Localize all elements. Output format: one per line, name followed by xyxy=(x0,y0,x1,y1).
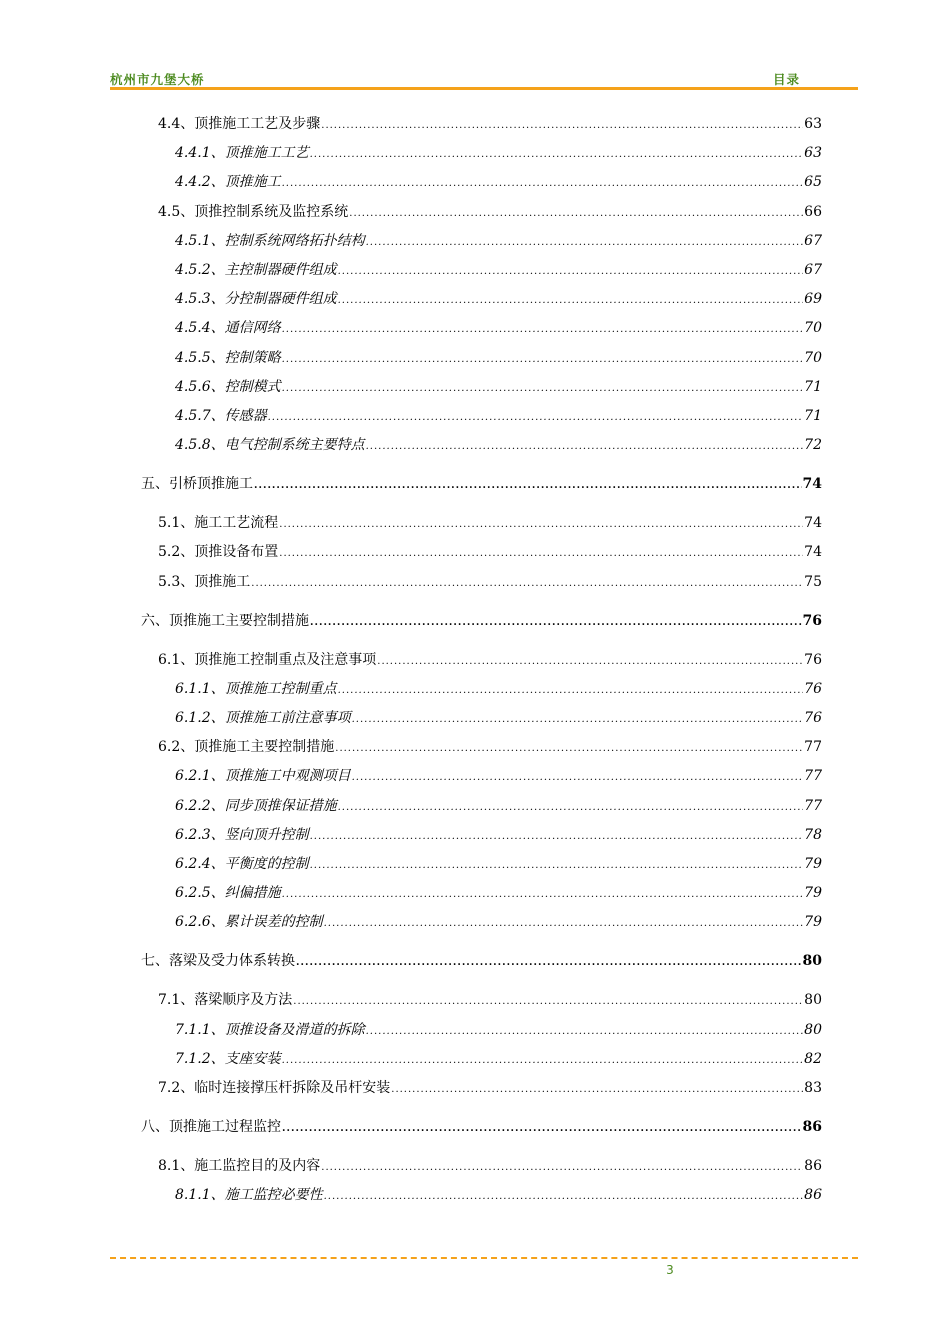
toc-entry-title: 4.5.6、控制模式 xyxy=(175,378,281,395)
toc-entry-title: 6.2.6、累计误差的控制 xyxy=(175,914,323,931)
toc-entry-title: 4.5.8、电气控制系统主要特点 xyxy=(175,437,365,454)
toc-leader-dots xyxy=(366,234,804,252)
toc-leader-dots xyxy=(321,1159,803,1177)
toc-leader-dots xyxy=(335,740,803,758)
toc-entry-page: 76 xyxy=(804,651,822,668)
toc-entry-title: 6.2.1、顶推施工中观测项目 xyxy=(175,768,351,785)
toc-entry[interactable] xyxy=(175,709,822,729)
toc-entry-page: 74 xyxy=(802,476,822,493)
toc-entry[interactable] xyxy=(175,855,822,875)
toc-entry-title: 6.2.5、纠偏措施 xyxy=(175,885,281,902)
toc-entry-page: 79 xyxy=(804,914,822,931)
toc-entry[interactable] xyxy=(158,1079,822,1099)
toc-leader-dots xyxy=(324,915,804,933)
toc-leader-dots xyxy=(282,351,804,369)
toc-entry-title: 8.1.1、施工监控必要性 xyxy=(175,1187,323,1204)
toc-entry-page: 67 xyxy=(804,262,822,278)
toc-leader-dots xyxy=(282,1052,804,1070)
toc-entry-page: 65 xyxy=(804,174,822,191)
toc-leader-dots xyxy=(254,477,802,495)
toc-leader-dots xyxy=(391,1081,803,1099)
toc-entry[interactable] xyxy=(175,232,822,252)
toc-entry-title: 5.1、施工工艺流程 xyxy=(158,515,279,532)
toc-entry[interactable] xyxy=(158,651,822,671)
toc-leader-dots xyxy=(338,799,804,817)
toc-entry-page: 83 xyxy=(804,1080,822,1096)
toc-entry-title: 7.1、落梁顺序及方法 xyxy=(158,992,293,1009)
toc-leader-dots xyxy=(282,321,804,339)
toc-entry[interactable] xyxy=(158,573,822,593)
toc-entry-page: 72 xyxy=(804,437,822,454)
toc-entry-title: 6.2.4、平衡度的控制 xyxy=(175,856,309,872)
toc-entry-title: 5.2、顶推设备布置 xyxy=(158,544,279,561)
toc-leader-dots xyxy=(282,1120,802,1138)
toc-entry-page: 71 xyxy=(804,378,822,395)
toc-leader-dots xyxy=(279,516,803,534)
toc-entry-page: 63 xyxy=(804,145,822,162)
toc-leader-dots xyxy=(310,828,804,846)
toc-entry[interactable] xyxy=(158,514,822,534)
toc-entry[interactable] xyxy=(175,144,822,164)
toc-entry[interactable] xyxy=(175,290,822,310)
toc-entry[interactable] xyxy=(175,680,822,700)
page-number: 3 xyxy=(666,1263,674,1277)
toc-entry-title: 4.4、顶推施工工艺及步骤 xyxy=(158,116,321,132)
toc-entry-title: 4.5.5、控制策略 xyxy=(175,349,281,366)
toc-entry-title: 4.5.3、分控制器硬件组成 xyxy=(175,291,337,308)
toc-entry-page: 76 xyxy=(802,612,822,629)
toc-entry[interactable] xyxy=(158,115,822,135)
toc-entry-page: 77 xyxy=(804,768,822,785)
toc-leader-dots xyxy=(310,614,802,632)
toc-entry-page: 74 xyxy=(804,515,822,532)
toc-entry-page: 86 xyxy=(802,1119,822,1135)
toc-leader-dots xyxy=(349,205,803,223)
toc-leader-dots xyxy=(282,175,804,193)
toc-entry[interactable] xyxy=(158,738,822,758)
toc-entry-page: 76 xyxy=(804,710,822,726)
toc-leader-dots xyxy=(352,711,804,729)
toc-leader-dots xyxy=(310,146,804,164)
toc-leader-dots xyxy=(324,1188,804,1206)
toc-leader-dots xyxy=(366,1023,804,1041)
toc-entry-title: 6.1、顶推施工控制重点及注意事项 xyxy=(158,651,377,668)
toc-entry-page: 79 xyxy=(804,885,822,902)
toc-entry-title: 六、顶推施工主要控制措施 xyxy=(141,612,309,629)
toc-entry-title: 4.4.2、顶推施工 xyxy=(175,174,281,191)
toc-entry-title: 6.2.3、竖向顶升控制 xyxy=(175,826,309,843)
toc-entry-title: 4.5.2、主控制器硬件组成 xyxy=(175,262,337,278)
toc-leader-dots xyxy=(251,575,803,593)
toc-entry-title: 7.2、临时连接撑压杆拆除及吊杆安装 xyxy=(158,1080,391,1096)
toc-entry-title: 6.2、顶推施工主要控制措施 xyxy=(158,739,335,756)
toc-entry-page: 76 xyxy=(804,680,822,697)
toc-entry[interactable] xyxy=(175,1186,822,1206)
toc-entry-title: 4.4.1、顶推施工工艺 xyxy=(175,145,309,162)
toc-entry[interactable] xyxy=(175,767,822,787)
toc-entry[interactable] xyxy=(175,436,822,456)
toc-entry[interactable] xyxy=(175,261,822,281)
toc-entry[interactable] xyxy=(141,1118,822,1138)
toc-entry-page: 67 xyxy=(804,232,822,249)
toc-entry-title: 7.1.1、顶推设备及滑道的拆除 xyxy=(175,1021,365,1038)
toc-entry-title: 4.5、顶推控制系统及监控系统 xyxy=(158,203,349,220)
toc-leader-dots xyxy=(279,545,803,563)
toc-entry[interactable] xyxy=(158,1157,822,1177)
toc-entry-page: 86 xyxy=(804,1158,822,1174)
toc-entry-page: 66 xyxy=(804,203,822,220)
toc-entry-page: 75 xyxy=(804,573,822,590)
toc-entry-title: 八、顶推施工过程监控 xyxy=(141,1119,281,1135)
toc-entry[interactable] xyxy=(175,1021,822,1041)
toc-leader-dots xyxy=(310,857,804,875)
toc-entry-page: 74 xyxy=(804,544,822,561)
toc-leader-dots xyxy=(338,682,804,700)
toc-entry[interactable] xyxy=(175,1050,822,1070)
toc-entry-page: 80 xyxy=(804,992,822,1009)
toc-entry-title: 4.5.1、控制系统网络拓扑结构 xyxy=(175,232,365,249)
toc-entry[interactable] xyxy=(175,407,822,427)
toc-leader-dots xyxy=(377,653,803,671)
header-rule xyxy=(110,87,858,90)
toc-leader-dots xyxy=(338,292,804,310)
toc-entry-title: 4.5.4、通信网络 xyxy=(175,320,281,337)
toc-entry-title: 七、落梁及受力体系转换 xyxy=(141,953,295,970)
toc-entry-page: 70 xyxy=(804,349,822,366)
toc-entry-page: 77 xyxy=(804,797,822,814)
toc-entry-page: 77 xyxy=(804,739,822,756)
toc-entry-page: 82 xyxy=(804,1050,822,1067)
toc-entry-page: 69 xyxy=(804,291,822,308)
toc-entry[interactable] xyxy=(141,475,822,495)
toc-entry-title: 7.1.2、支座安装 xyxy=(175,1050,281,1067)
toc-entry-page: 63 xyxy=(804,116,822,132)
page-header xyxy=(110,70,858,88)
footer-rule xyxy=(110,1257,858,1259)
toc-entry[interactable] xyxy=(158,991,822,1011)
toc-entry[interactable] xyxy=(175,884,822,904)
toc-entry-page: 79 xyxy=(804,856,822,872)
toc-entry-page: 71 xyxy=(804,408,822,424)
toc-leader-dots xyxy=(338,263,804,281)
toc-leader-dots xyxy=(366,438,804,456)
toc-entry[interactable] xyxy=(175,913,822,933)
toc-entry[interactable] xyxy=(141,612,822,632)
toc-entry-title: 8.1、施工监控目的及内容 xyxy=(158,1158,321,1174)
toc-entry-page: 80 xyxy=(804,1021,822,1038)
toc-entry-page: 86 xyxy=(804,1187,822,1204)
toc-leader-dots xyxy=(282,380,804,398)
header-doc-title: 杭州市九堡大桥 xyxy=(110,72,205,87)
toc-entry-title: 6.2.2、同步顶推保证措施 xyxy=(175,797,337,814)
toc-entry-page: 70 xyxy=(804,320,822,337)
toc-leader-dots xyxy=(352,769,804,787)
toc-entry-title: 5.3、顶推施工 xyxy=(158,573,251,590)
toc-leader-dots xyxy=(268,409,804,427)
toc-entry-page: 80 xyxy=(802,953,822,970)
toc-leader-dots xyxy=(296,954,802,972)
toc-entry[interactable] xyxy=(175,378,822,398)
toc-entry-page: 78 xyxy=(804,826,822,843)
toc-entry-title: 6.1.2、顶推施工前注意事项 xyxy=(175,710,351,726)
toc-entry[interactable] xyxy=(175,173,822,193)
toc-entry[interactable] xyxy=(175,826,822,846)
toc-entry[interactable] xyxy=(158,543,822,563)
toc-entry-title: 五、引桥顶推施工 xyxy=(141,476,253,493)
toc-entry[interactable] xyxy=(175,319,822,339)
toc-leader-dots xyxy=(282,886,804,904)
toc-entry[interactable] xyxy=(141,952,822,972)
toc-entry-title: 4.5.7、传感器 xyxy=(175,408,267,424)
toc-leader-dots xyxy=(293,993,803,1011)
toc-entry[interactable] xyxy=(175,349,822,369)
toc-entry[interactable] xyxy=(175,797,822,817)
header-section-title: 目录 xyxy=(772,72,800,87)
toc-entry[interactable] xyxy=(158,203,822,223)
toc-leader-dots xyxy=(321,117,803,135)
toc-entry-title: 6.1.1、顶推施工控制重点 xyxy=(175,680,337,697)
